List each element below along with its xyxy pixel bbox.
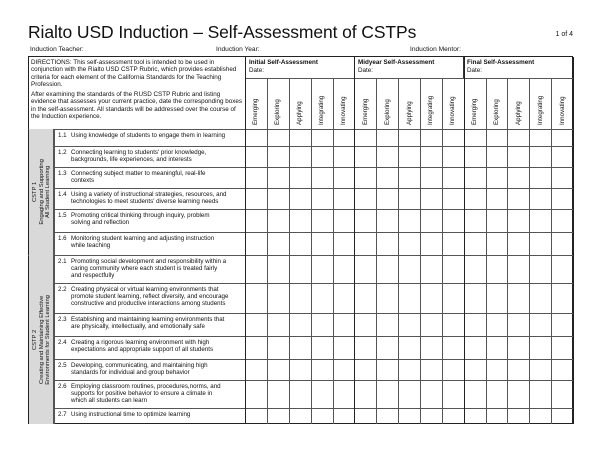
column-divider: [245, 57, 246, 424]
element-text: Connecting subject matter to meaningful, real-life: [71, 170, 206, 177]
title-divider: [245, 78, 573, 79]
row-divider: [54, 167, 573, 168]
element-text: Creating a rigorous learning environment with high: [71, 339, 210, 346]
row-divider: [54, 209, 573, 210]
element-number: 1.3: [58, 170, 67, 177]
induction-teacher-label: Induction Teacher:: [30, 46, 84, 53]
element-row-1-6: [58, 235, 244, 249]
column-divider: [507, 78, 508, 424]
element-text: Connecting learning to students' prior knowledge,: [71, 149, 207, 156]
column-divider: [267, 78, 268, 424]
level-header-emerging: Emerging: [361, 98, 369, 125]
element-number: 2.6: [58, 383, 67, 390]
element-row-2-6: [58, 383, 244, 405]
level-header-innovating: Innovating: [558, 96, 566, 125]
level-header-integrating: Integrating: [318, 95, 325, 125]
column-divider: [311, 78, 312, 424]
cstp-1-label-line3: All Student Learning: [44, 165, 51, 218]
element-number: 1.5: [58, 212, 67, 219]
element-text: Creating physical or virtual learning environments that: [71, 286, 219, 293]
element-text-continued: and respectfully: [71, 272, 115, 280]
element-text: Employing classroom routines, procedures,norms, and: [71, 383, 221, 390]
element-text-continued: promote student learning, reflect diversity, and encourage: [71, 293, 229, 301]
element-text-continued: standards for individual and group behavior: [71, 369, 190, 377]
cstp-2-label: [32, 279, 52, 399]
column-divider: [376, 78, 377, 424]
page-number: 1 of 4: [555, 31, 573, 38]
element-text: Using knowledge of students to engage them in learning: [71, 132, 226, 139]
row-divider: [54, 232, 573, 233]
initial-assessment-title: Initial Self-Assessment: [249, 59, 318, 66]
cstp-2-label-line3: Environments for Student Learning: [44, 294, 51, 385]
element-row-2-3: [58, 316, 244, 330]
directions-block: [31, 59, 243, 123]
row-divider: [54, 283, 573, 284]
level-header-innovating: Innovating: [339, 96, 347, 125]
header-divider: [28, 129, 573, 130]
element-text: Promoting critical thinking through inquiry, problem: [71, 212, 210, 219]
level-header-applying: Applying: [405, 101, 413, 125]
row-divider: [54, 408, 573, 409]
row-divider: [54, 336, 573, 337]
initial-assessment-date-label: Date:: [249, 66, 265, 74]
element-text-continued: solving and reflection: [71, 219, 130, 227]
cstp-1-label-line2: Engaging and Supporting: [38, 159, 45, 225]
element-row-2-2: [58, 286, 244, 308]
element-text-continued: technologies to meet students' diverse learning needs: [71, 198, 219, 206]
element-text-continued: caring community where each student is treated fairly: [71, 265, 218, 273]
element-number: 1.1: [58, 132, 67, 139]
midyear-assessment-title: Midyear Self-Assessment: [358, 59, 435, 66]
element-text-continued: are physically, intellectually, and emotionally safe: [71, 323, 205, 331]
element-text: Using instructional time to optimize learning: [71, 411, 191, 418]
element-text-continued: expectations and appropriate support of all students: [71, 346, 214, 354]
page-title: Rialto USD Induction – Self-Assessment of CSTPs: [28, 22, 417, 42]
element-text-continued: which all students can learn: [71, 397, 148, 405]
element-text-continued: backgrounds, life experiences, and interests: [71, 156, 192, 164]
column-divider: [442, 78, 443, 424]
element-text-continued: constructive and productive interactions among students: [71, 300, 226, 308]
cstp-2-label-line2: Creating and Maintaining Effective: [38, 295, 45, 384]
column-divider: [551, 78, 552, 424]
cstp-1-label: [32, 132, 52, 252]
element-number: 2.7: [58, 411, 67, 418]
element-text: Establishing and maintaining learning environments that: [71, 316, 225, 323]
element-number: 2.5: [58, 362, 67, 369]
row-divider: [54, 146, 573, 147]
column-divider: [486, 78, 487, 424]
row-divider: [28, 255, 573, 256]
column-divider: [398, 78, 399, 424]
final-assessment-date-label: Date:: [467, 66, 483, 74]
element-text-continued: supports for positive behavior to ensure a climate in: [71, 390, 213, 398]
induction-year-label: Induction Year:: [216, 46, 260, 53]
element-row-2-5: [58, 362, 244, 376]
element-number: 1.6: [58, 235, 67, 242]
cstp-2-label-line1: CSTP 2: [31, 329, 38, 350]
level-header-emerging: Emerging: [252, 98, 260, 125]
element-number: 2.4: [58, 339, 67, 346]
element-number: 1.2: [58, 149, 67, 156]
band-divider: [54, 129, 55, 424]
level-header-innovating: Innovating: [449, 96, 457, 125]
level-header-applying: Applying: [296, 101, 304, 125]
level-header-exploring: Exploring: [493, 99, 500, 125]
element-number: 1.4: [58, 191, 67, 198]
element-text: Promoting social development and responsibility within a: [71, 258, 227, 265]
row-divider: [54, 380, 573, 381]
midyear-assessment-date-label: Date:: [358, 66, 374, 74]
element-row-2-4: [58, 339, 244, 353]
element-row-1-5: [58, 212, 244, 226]
column-divider: [420, 78, 421, 424]
row-divider: [54, 313, 573, 314]
level-header-exploring: Exploring: [383, 99, 391, 125]
level-header-exploring: Exploring: [274, 99, 282, 125]
element-row-1-4: [58, 191, 244, 205]
element-row-1-2: [58, 149, 244, 163]
column-divider: [529, 78, 530, 424]
final-assessment-title: Final Self-Assessment: [467, 59, 535, 66]
element-text: Developing, communicating, and maintaining high: [71, 362, 208, 369]
column-divider: [289, 78, 290, 424]
directions-paragraph-1: DIRECTIONS: This self-assessment tool is intended to be used in conjunction with the Rialto USD CSTP Rubric, which provides established criteria for each element of the California Standards for the Teaching Profession.: [31, 59, 237, 88]
level-header-emerging: Emerging: [471, 98, 479, 125]
element-row-1-1: [58, 132, 244, 139]
element-row-2-7: [58, 411, 244, 418]
midyear-assessment-header: [354, 57, 463, 78]
element-text: Monitoring student learning and adjusting instruction: [71, 235, 215, 242]
element-text: Using a variety of instructional strategies, resources, and: [71, 191, 227, 198]
level-header-integrating: Integrating: [427, 95, 435, 125]
induction-mentor-label: Induction Mentor:: [410, 46, 461, 53]
column-divider: [333, 78, 334, 424]
element-number: 2.2: [58, 286, 67, 293]
element-text-continued: while teaching: [71, 242, 111, 250]
element-row-1-3: [58, 170, 244, 184]
directions-paragraph-2: After examining the standards of the RUSD CSTP Rubric and listing evidence that assesses your current practice, date the corresponding boxes in the self-assessment. All standards will be addressed over the course of the Induction experience.: [31, 91, 243, 121]
level-header-integrating: Integrating: [536, 95, 544, 125]
element-text-continued: contexts: [71, 177, 95, 185]
row-divider: [54, 188, 573, 189]
column-divider: [573, 57, 574, 424]
cstp-1-label-line1: CSTP 1: [31, 181, 38, 202]
column-divider: [354, 57, 355, 424]
level-header-applying: Applying: [514, 101, 522, 125]
element-number: 2.1: [58, 258, 67, 265]
column-divider: [464, 57, 465, 424]
element-row-2-1: [58, 258, 244, 280]
element-number: 2.3: [58, 316, 67, 323]
initial-assessment-header: [245, 57, 354, 78]
final-assessment-header: [463, 57, 573, 78]
row-divider: [54, 359, 573, 360]
